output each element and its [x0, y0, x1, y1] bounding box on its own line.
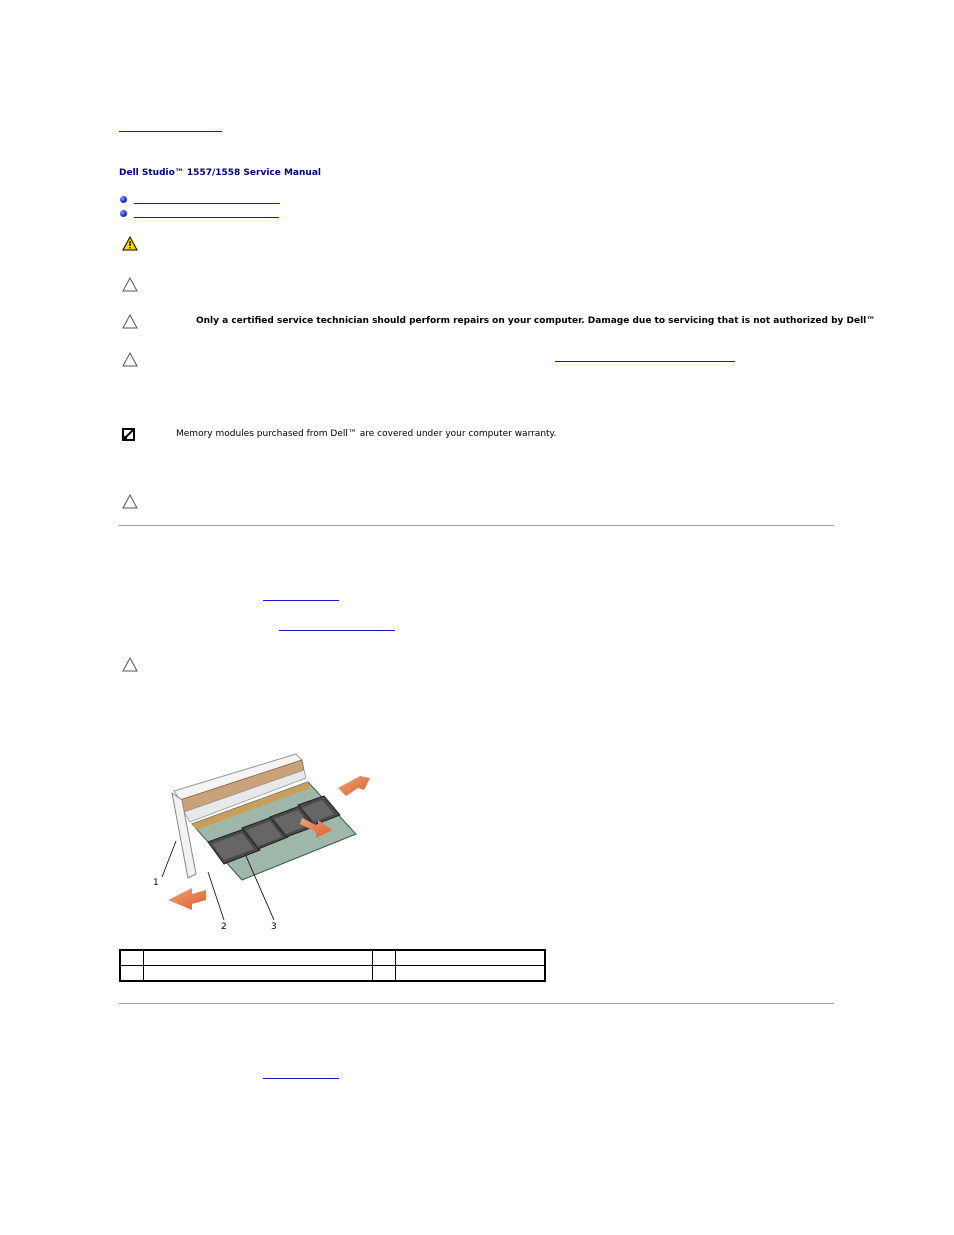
callout-legend-table [119, 949, 546, 982]
section-divider [119, 525, 834, 526]
back-to-contents-link[interactable] [119, 131, 222, 132]
caution-icon [122, 494, 138, 509]
callout-3-label: 3 [271, 922, 277, 932]
table-row [120, 966, 545, 982]
caution-icon [122, 657, 138, 672]
callout-1-label: 1 [153, 878, 159, 888]
before-you-begin-link[interactable] [263, 600, 339, 601]
caution-certified-text: Only a certified service technician should perform repairs on your computer. Damage due to servicing that is not authorized by Dell™ [196, 316, 876, 326]
safety-info-link[interactable] [555, 361, 735, 362]
caution-icon [122, 314, 138, 329]
page-title: Dell Studio™ 1557/1558 Service Manual [119, 168, 321, 178]
removing-base-cover-link[interactable] [279, 630, 395, 631]
warning-icon [122, 236, 138, 251]
memory-module-illustration [150, 748, 380, 933]
note-memory-text: Memory modules purchased from Dell™ are covered under your computer warranty. [176, 429, 557, 439]
note-icon [121, 427, 137, 442]
toc-bullet-icon [120, 196, 127, 203]
caution-icon [122, 277, 138, 292]
caution-icon [122, 352, 138, 367]
toc-link-replacing-memory[interactable] [134, 217, 279, 218]
toc-bullet-icon [120, 210, 127, 217]
table-row [120, 950, 545, 966]
callout-2-label: 2 [221, 922, 227, 932]
before-you-begin-link[interactable] [263, 1078, 339, 1079]
toc-link-removing-memory[interactable] [134, 203, 280, 204]
section-divider [119, 1003, 834, 1004]
